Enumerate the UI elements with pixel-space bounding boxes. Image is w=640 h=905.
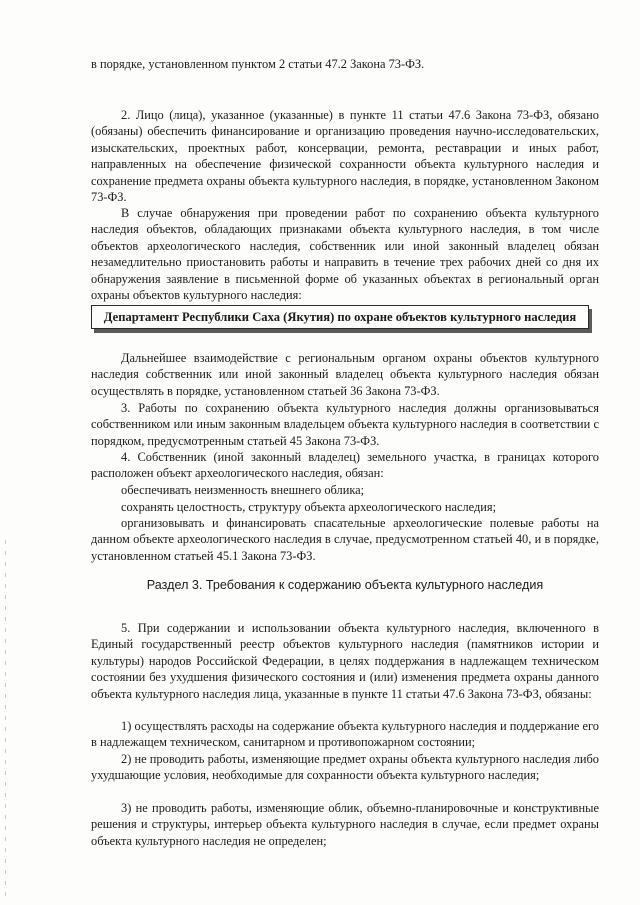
top-line: в порядке, установленном пунктом 2 статьи 47.2 Закона 73-ФЗ. xyxy=(91,57,425,71)
list-item-3: 3) не проводить работы, изменяющие облик, объемно-планировочные и конструктивные решения и структуры, интерьер объекта культурного наследия в случае, если предмет охраны объекта культурного наследия не определен; xyxy=(91,801,599,848)
paragraph-further-interaction: Дальнейшее взаимодействие с региональным органом охраны объектов культурного наследия собственник или иной законный владелец объекта культурного наследия обязан осуществлять в порядке, установленном статьей 36 Закона 73-ФЗ. xyxy=(91,351,599,398)
paragraph-3: 3. Работы по сохранению объекта культурного наследия должны организовываться собственником или иным законным владельцем объекта культурного наследия в соответствии с порядком, предусмотренным статьей 45 Закона 73-ФЗ. xyxy=(91,401,599,448)
authority-box xyxy=(91,305,589,329)
scan-edge-mark xyxy=(5,540,6,900)
paragraph-4-item-c: организовывать и финансировать спасательные археологические полевые работы на данном объекте археологического наследия в случае, предусмотренном статьей 40, и в порядке, установленном статьей 45.1 Закона 73-ФЗ. xyxy=(91,516,599,563)
paragraph-4-item-b: сохранять целостность, структуру объекта археологического наследия; xyxy=(121,500,497,514)
paragraph-5: 5. При содержании и использовании объекта культурного наследия, включенного в Единый государственный реестр объектов культурного наследия (памятников истории и культуры) народов Российской Федерации, в целях поддержания в надлежащем техническом состоянии без ухудшения физического состояния и (или) изменения предмета охраны данного объекта культурного наследия лица, указанные в пункте 11 статьи 47.6 Закона 73-ФЗ, обязаны: xyxy=(91,621,599,701)
list-item-2: 2) не проводить работы, изменяющие предмет охраны объекта культурного наследия либо ухудшающие условия, необходимые для сохранности объекта культурного наследия; xyxy=(91,752,599,783)
list-item-1: 1) осуществлять расходы на содержание объекта культурного наследия и поддержание его в надлежащем техническом, санитарном и противопожарном состоянии; xyxy=(91,719,599,750)
paragraph-4: 4. Собственник (иной законный владелец) земельного участка, в границах которого расположен объект археологического наследия, обязан: xyxy=(91,450,599,481)
paragraph-4-item-a: обеспечивать неизменность внешнего облика; xyxy=(121,483,365,497)
paragraph-discovery: В случае обнаружения при проведении работ по сохранению объекта культурного наследия объектов, обладающих признаками объекта культурного наследия, в том числе объектов археологического наследия, собственник или иной законный владелец обязан незамедлительно приостановить работы и направить в течение трех рабочих дней со дня их обнаружения заявление в письменной форме об указанных объектах в региональный орган охраны объектов культурного наследия: xyxy=(91,206,599,303)
authority-name: Департамент Республики Саха (Якутия) по охране объектов культурного наследия xyxy=(103,310,577,324)
section-3-title: Раздел 3. Требования к содержанию объекта культурного наследия xyxy=(146,578,544,592)
paragraph-2: 2. Лицо (лица), указанное (указанные) в пункте 11 статьи 47.6 Закона 73-ФЗ, обязано (обязаны) обеспечить финансирование и организацию проведения научно-исследовательских, изыскательских, проектных работ, консервации, ремонта, реставрации и иных работ, направленных на обеспечение физической сохранности объекта культурного наследия и сохранение предмета охраны объекта культурного наследия, в порядке, установленном Законом 73-ФЗ. xyxy=(91,108,599,205)
